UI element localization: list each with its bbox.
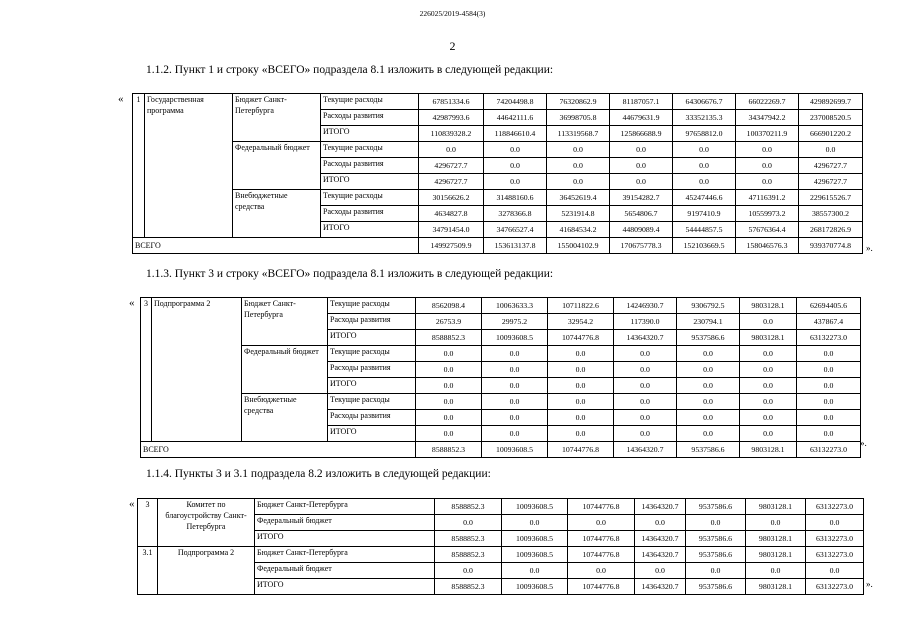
value-cell: 9803128.1 [746,499,806,515]
value-cell: 0.0 [416,378,482,394]
value-cell: 0.0 [797,378,861,394]
value-cell: 63132273.0 [806,499,864,515]
value-cell: 9803128.1 [740,330,797,346]
value-cell: 0.0 [416,394,482,410]
expense-type: Текущие расходы [321,142,419,158]
expense-type: Текущие расходы [328,346,416,362]
funding-source: Внебюджетные средства [242,394,328,442]
expense-type: ИТОГО [321,222,419,238]
total-row [133,238,863,254]
value-cell: 9803128.1 [746,547,806,563]
funding-source: Внебюджетные средства [233,190,321,238]
value-cell: 97658812.0 [673,126,736,142]
value-cell: 0.0 [435,563,502,579]
total-value-cell: 149927509.9 [419,238,484,254]
value-cell: 0.0 [677,346,740,362]
value-cell: 4634827.8 [419,206,484,222]
value-cell: 0.0 [482,394,548,410]
row-number: 3.1 [138,547,158,595]
table-row [141,298,861,314]
value-cell: 32954.2 [548,314,614,330]
value-cell: 9306792.5 [677,298,740,314]
value-cell: 10093608.5 [482,330,548,346]
value-cell: 0.0 [548,394,614,410]
value-cell: 0.0 [610,158,673,174]
value-cell: 5231914.8 [547,206,610,222]
value-cell: 0.0 [614,346,677,362]
value-cell: 4296727.7 [799,158,863,174]
value-cell: 30156626.2 [419,190,484,206]
value-cell: 9803128.1 [746,579,806,595]
expense-type: Расходы развития [328,314,416,330]
value-cell: 10744776.8 [568,531,635,547]
value-cell: 0.0 [548,378,614,394]
value-cell: 34766527.4 [484,222,547,238]
value-cell: 10093608.5 [502,547,568,563]
value-cell: 110839328.2 [419,126,484,142]
expense-type: Текущие расходы [321,190,419,206]
value-cell: 0.0 [677,410,740,426]
value-cell: 10744776.8 [568,547,635,563]
value-cell: 0.0 [686,515,746,531]
value-cell: 10744776.8 [568,499,635,515]
value-cell: 0.0 [614,394,677,410]
value-cell: 9537586.6 [677,330,740,346]
value-cell: 0.0 [482,378,548,394]
table-row [133,94,863,110]
responsible-name: Комитет по благоустройству Санкт-Петербурга [158,499,255,547]
value-cell: 0.0 [740,314,797,330]
table-row [141,346,861,362]
value-cell: 0.0 [740,378,797,394]
value-cell: 10093608.5 [502,531,568,547]
document-number: 226025/2019-4584(3) [419,9,486,18]
value-cell: 76320862.9 [547,94,610,110]
value-cell: 0.0 [435,515,502,531]
funding-source: Федеральный бюджет [255,515,435,531]
value-cell: 8588852.3 [435,579,502,595]
value-cell: 0.0 [740,410,797,426]
value-cell: 9537586.6 [686,547,746,563]
value-cell: 10744776.8 [548,330,614,346]
value-cell: 81187057.1 [610,94,673,110]
value-cell: 0.0 [673,174,736,190]
funding-source: ИТОГО [255,579,435,595]
funding-source: Федеральный бюджет [242,346,328,394]
value-cell: 0.0 [502,563,568,579]
value-cell: 125866688.9 [610,126,673,142]
funding-source: Бюджет Санкт-Петербурга [255,547,435,563]
value-cell: 0.0 [635,515,686,531]
value-cell: 0.0 [677,362,740,378]
value-cell: 9537586.6 [686,579,746,595]
value-cell: 666901220.2 [799,126,863,142]
value-cell: 62694405.6 [797,298,861,314]
value-cell: 118846610.4 [484,126,547,142]
value-cell: 0.0 [502,515,568,531]
value-cell: 10744776.8 [568,579,635,595]
value-cell: 34791454.0 [419,222,484,238]
value-cell: 63132273.0 [806,531,864,547]
section-heading-1-1-3: 1.1.3. Пункт 3 и строку «ВСЕГО» подраздела 8.1 изложить в следующей редакции: [146,268,554,280]
value-cell: 268172826.9 [799,222,863,238]
section-heading-1-1-2: 1.1.2. Пункт 1 и строку «ВСЕГО» подраздела 8.1 изложить в следующей редакции: [146,64,554,76]
value-cell: 14364320.7 [614,330,677,346]
total-value-cell: 9803128.1 [740,442,797,458]
close-quote: ». [860,438,867,448]
value-cell: 0.0 [482,362,548,378]
row-number: 3 [141,298,152,442]
total-value-cell: 153613137.8 [484,238,547,254]
value-cell: 10559973.2 [736,206,799,222]
value-cell: 44642111.6 [484,110,547,126]
value-cell: 8588852.3 [435,531,502,547]
value-cell: 9803128.1 [746,531,806,547]
value-cell: 0.0 [806,515,864,531]
value-cell: 0.0 [736,158,799,174]
value-cell: 0.0 [677,394,740,410]
value-cell: 54444857.5 [673,222,736,238]
value-cell: 0.0 [797,362,861,378]
value-cell: 44679631.9 [610,110,673,126]
value-cell: 42987993.6 [419,110,484,126]
value-cell: 0.0 [740,394,797,410]
value-cell: 26753.9 [416,314,482,330]
value-cell: 63132273.0 [806,579,864,595]
value-cell: 14364320.7 [635,547,686,563]
value-cell: 0.0 [677,426,740,442]
expense-type: Расходы развития [321,110,419,126]
value-cell: 0.0 [548,410,614,426]
close-quote: ». [866,243,873,253]
value-cell: 0.0 [610,142,673,158]
value-cell: 0.0 [673,142,736,158]
table-row [133,190,863,206]
value-cell: 0.0 [614,426,677,442]
value-cell: 0.0 [484,142,547,158]
value-cell: 64306676.7 [673,94,736,110]
value-cell: 4296727.7 [419,174,484,190]
table-row [133,142,863,158]
total-value-cell: 158046576.3 [736,238,799,254]
expense-type: Текущие расходы [321,94,419,110]
section-heading-1-1-4: 1.1.4. Пункты 3 и 3.1 подраздела 8.2 изложить в следующей редакции: [146,468,491,480]
value-cell: 0.0 [797,410,861,426]
row-number: 1 [133,94,145,238]
value-cell: 0.0 [548,362,614,378]
value-cell: 0.0 [746,563,806,579]
value-cell: 0.0 [614,362,677,378]
value-cell: 33352135.3 [673,110,736,126]
value-cell: 0.0 [482,410,548,426]
open-quote: « [129,297,135,309]
value-cell: 57676364.4 [736,222,799,238]
total-value-cell: 14364320.7 [614,442,677,458]
value-cell: 0.0 [746,515,806,531]
value-cell: 41684534.2 [547,222,610,238]
open-quote: « [118,93,124,105]
value-cell: 9537586.6 [686,531,746,547]
value-cell: 0.0 [416,346,482,362]
value-cell: 0.0 [673,158,736,174]
value-cell: 14364320.7 [635,579,686,595]
value-cell: 14364320.7 [635,531,686,547]
value-cell: 229615526.7 [799,190,863,206]
value-cell: 47116391.2 [736,190,799,206]
program-name: Государственная программа [145,94,233,238]
value-cell: 230794.1 [677,314,740,330]
value-cell: 0.0 [610,174,673,190]
total-value-cell: 8588852.3 [416,442,482,458]
row-number: 3 [138,499,158,547]
value-cell: 34347942.2 [736,110,799,126]
value-cell: 36998705.8 [547,110,610,126]
funding-source: Бюджет Санкт-Петербурга [233,94,321,142]
funding-source: ИТОГО [255,531,435,547]
expense-type: ИТОГО [321,174,419,190]
total-value-cell: 170675778.3 [610,238,673,254]
value-cell: 0.0 [797,426,861,442]
total-value-cell: 155004102.9 [547,238,610,254]
expense-type: ИТОГО [321,126,419,142]
value-cell: 0.0 [797,346,861,362]
expense-type: ИТОГО [328,426,416,442]
value-cell: 4296727.7 [419,158,484,174]
value-cell: 8588852.3 [435,499,502,515]
value-cell: 10711822.6 [548,298,614,314]
value-cell: 0.0 [799,142,863,158]
total-label: ВСЕГО [133,238,419,254]
value-cell: 45247446.6 [673,190,736,206]
value-cell: 0.0 [806,563,864,579]
value-cell: 14246930.7 [614,298,677,314]
value-cell: 0.0 [482,426,548,442]
value-cell: 10093608.5 [502,579,568,595]
close-quote: ». [866,579,873,589]
value-cell: 66022269.7 [736,94,799,110]
budget-table-section-8-1-subprogram [140,297,861,458]
value-cell: 0.0 [547,142,610,158]
value-cell: 5654806.7 [610,206,673,222]
expense-type: ИТОГО [328,378,416,394]
expense-type: Расходы развития [328,410,416,426]
value-cell: 0.0 [740,346,797,362]
value-cell: 0.0 [482,346,548,362]
expense-type: Расходы развития [321,158,419,174]
funding-source: Бюджет Санкт-Петербурга [255,499,435,515]
total-value-cell: 10744776.8 [548,442,614,458]
value-cell: 0.0 [797,394,861,410]
value-cell: 0.0 [484,158,547,174]
value-cell: 39154282.7 [610,190,673,206]
budget-table-section-8-1-program [132,93,863,254]
value-cell: 74204498.8 [484,94,547,110]
funding-source: Бюджет Санкт-Петербурга [242,298,328,346]
value-cell: 8588852.3 [435,547,502,563]
value-cell: 63132273.0 [806,547,864,563]
value-cell: 0.0 [568,515,635,531]
value-cell: 3278366.8 [484,206,547,222]
value-cell: 0.0 [635,563,686,579]
total-value-cell: 63132273.0 [797,442,861,458]
value-cell: 8562098.4 [416,298,482,314]
total-value-cell: 939370774.8 [799,238,863,254]
table-row [138,547,864,563]
total-value-cell: 152103669.5 [673,238,736,254]
table-row [141,394,861,410]
value-cell: 9803128.1 [740,298,797,314]
value-cell: 4296727.7 [799,174,863,190]
value-cell: 0.0 [484,174,547,190]
value-cell: 63132273.0 [797,330,861,346]
value-cell: 0.0 [416,362,482,378]
value-cell: 0.0 [736,142,799,158]
value-cell: 0.0 [614,410,677,426]
value-cell: 117390.0 [614,314,677,330]
program-name: Подпрограмма 2 [152,298,242,442]
value-cell: 38557300.2 [799,206,863,222]
value-cell: 429892699.7 [799,94,863,110]
value-cell: 9197410.9 [673,206,736,222]
value-cell: 0.0 [736,174,799,190]
value-cell: 10063633.3 [482,298,548,314]
value-cell: 0.0 [740,362,797,378]
value-cell: 14364320.7 [635,499,686,515]
open-quote: « [129,498,135,510]
value-cell: 0.0 [416,426,482,442]
value-cell: 44809089.4 [610,222,673,238]
total-label: ВСЕГО [141,442,416,458]
total-value-cell: 10093608.5 [482,442,548,458]
total-value-cell: 9537586.6 [677,442,740,458]
value-cell: 0.0 [548,346,614,362]
value-cell: 0.0 [677,378,740,394]
value-cell: 0.0 [419,142,484,158]
value-cell: 31488160.6 [484,190,547,206]
value-cell: 9537586.6 [686,499,746,515]
value-cell: 100370211.9 [736,126,799,142]
value-cell: 0.0 [548,426,614,442]
expense-type: Расходы развития [328,362,416,378]
value-cell: 0.0 [686,563,746,579]
funding-source: Федеральный бюджет [255,563,435,579]
funding-source: Федеральный бюджет [233,142,321,190]
expense-type: Текущие расходы [328,394,416,410]
value-cell: 0.0 [568,563,635,579]
page-number: 2 [449,39,456,53]
value-cell: 0.0 [547,158,610,174]
table-row [138,499,864,515]
expense-type: Расходы развития [321,206,419,222]
responsible-name: Подпрограмма 2 [158,547,255,595]
value-cell: 8588852.3 [416,330,482,346]
value-cell: 0.0 [547,174,610,190]
value-cell: 237008520.5 [799,110,863,126]
value-cell: 437867.4 [797,314,861,330]
value-cell: 29975.2 [482,314,548,330]
value-cell: 113319568.7 [547,126,610,142]
value-cell: 0.0 [416,410,482,426]
value-cell: 0.0 [614,378,677,394]
value-cell: 0.0 [740,426,797,442]
budget-table-section-8-2 [137,498,864,595]
total-row [141,442,861,458]
value-cell: 10093608.5 [502,499,568,515]
expense-type: ИТОГО [328,330,416,346]
expense-type: Текущие расходы [328,298,416,314]
value-cell: 36452619.4 [547,190,610,206]
value-cell: 67851334.6 [419,94,484,110]
